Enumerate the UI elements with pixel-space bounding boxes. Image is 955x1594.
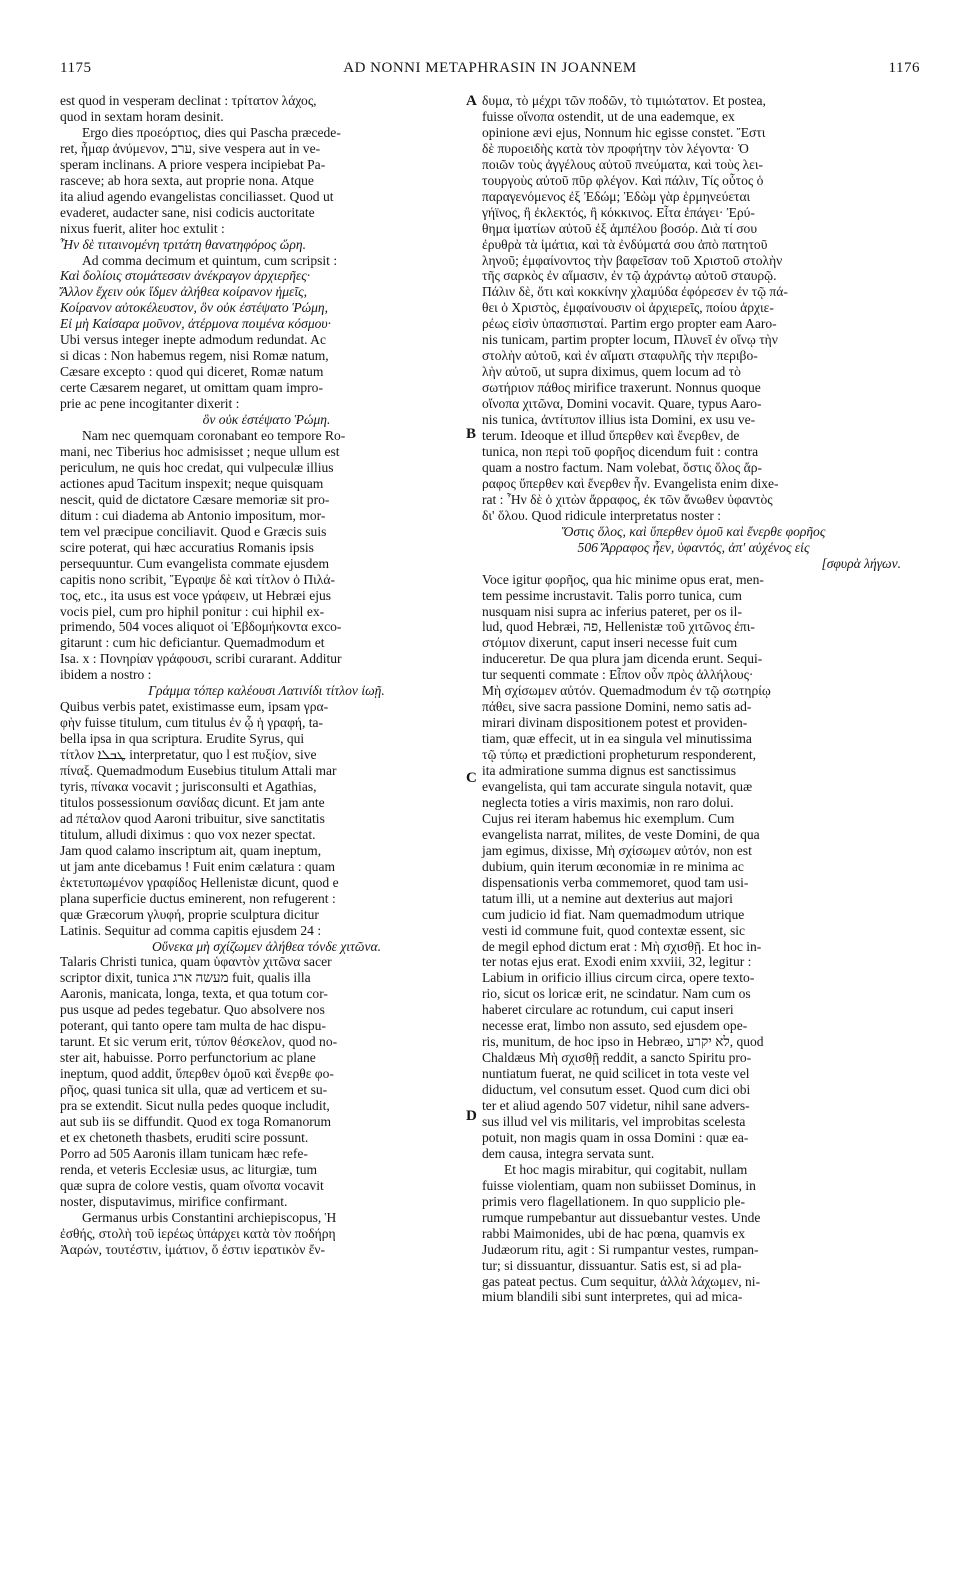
text-line: nis tunica, ἀντίτυπον illius ista Domini, ex usu ve- [482,412,756,428]
verse-line: Ἄλλον ἔχειν οὐκ ἴδμεν ἀλήθεα κοίρανον ἡμεῖς, [60,284,307,300]
text-line: evaderet, audacter sane, nisi codicis auctoritate [60,204,315,220]
text-line: prie ac pene incogitanter dixerit : [60,396,240,412]
text-line: οἴνοπα χιτῶνα, Domini vocavit. Quare, typus Aaro- [482,396,762,412]
text-line: renda, et veteris Ecclesiæ usus, ac liturgiæ, tum [60,1161,318,1177]
text-line: nuntiatum fuerat, ne quid scilicet in tota veste vel [482,1066,750,1082]
text-line: ut jam ante dicebamus ! Fuit enim cælatura : quam [60,858,336,874]
running-title: AD NONNI METAPHRASIN IN JOANNEM [343,60,637,76]
text-line: mium blandili sibi sunt interpretes, qui ad mica- [482,1289,743,1305]
verse-line: ὃν οὐκ ἐστέψατο Ῥώμη. [202,412,331,428]
text-line: tem pessime incrustavit. Talis porro tunica, cum [482,587,742,603]
text-line: δι' ὅλου. Quod ridicule interpretatus noster : [482,507,722,523]
text-line: tem vel præcipue conciliavit. Quod e Græcis suis [60,523,327,539]
text-line: scriptor dixit, tunica מעשה ארג fuit, qualis illa [60,970,311,986]
text-line: haberet circulare ac rotundum, cui caput inseri [482,1002,734,1018]
text-line: ster ait, habuisse. Porro perfunctorium ac plane [60,1050,316,1066]
text-line: ita admiratione summa dignus est sanctissimus [482,763,736,779]
text-line: Porro ad 505 Aaronis illam tunicam hæc refe- [60,1145,308,1161]
text-line: Latinis. Sequitur ad comma capitis ejusdem 24 : [60,922,322,938]
text-line: tur sequenti commate : Εἶπον οὖν πρὸς ἀλλήλους· [482,667,754,683]
text-line: πάθει, sive sacra passione Domini, nemo satis ad- [482,699,752,715]
text-line: rabbi Maimonides, ubi de hac pœna, quamvis ex [482,1225,745,1241]
text-line: ποιῶν τοὺς ἀγγέλους αὐτοῦ πνεύματα, καὶ τοὺς λει- [482,156,763,172]
text-line: diductum, vel consutum esset. Quod cum dici obi [482,1082,751,1098]
text-line: tyris, πίνακα vocavit ; jurisconsulti et Agathias, [60,778,317,794]
text-line: pra se extendit. Sicut nulla pedes quoque includit, [60,1098,330,1114]
text-line: rio, sicut os loricæ erit, ne scindatur. Nam cum os [482,986,751,1002]
text-line: titulos possessionum σανίδας dicunt. Et jam ante [60,794,325,810]
text-line: Isa. x : Πονηρίαν γράφουσι, scribi curarant. Additur [60,651,342,667]
text-line: quæ supra de colore vestis, quam οἴνοπα vocavit [60,1177,324,1193]
text-line: necesse erat, limbo non assuto, sed ejusdem ope- [482,1018,748,1034]
text-line: gitarunt : cum hic deficiantur. Quemadmodum et [60,635,325,651]
text-line: dubium, quin iterum œconomiæ in re minima ac [482,858,744,874]
text-line: Germanus urbis Constantini archiepiscopus, Ἡ [82,1209,337,1225]
text-line: bella ipsa in qua scriptura. Erudite Syrus, qui [60,731,305,747]
text-line: nis tunicam, partim propter locum, Πλυνεῖ ἐν οἴνῳ τὴν [482,332,778,348]
text-line: dispensationis verba commemoret, quod tam usi- [482,874,749,890]
text-line: neglecta toties a viris maximis, non raro dolui. [482,794,734,810]
verse-line: Οὕνεκα μὴ σχίζωμεν ἀλήθεα τόνδε χιτῶνα. [152,938,381,954]
text-line: jam egimus, dixisse, Μὴ σχίσωμεν αὐτόν, non est [482,842,752,858]
text-line: Ubi versus integer inepte admodum redundat. Ac [60,332,326,348]
text-line: ρῆος, quasi tunica sit ulla, quæ ad verticem et su- [60,1082,328,1098]
verse-line: [σφυρὰ λήγων. [821,555,901,571]
text-line: terum. Ideoque et illud ὕπερθεν καὶ ἔνερθεν, de [482,428,740,444]
margin-letter-d: D [466,1108,477,1124]
verse-line: Κοίρανον αὐτοκέλευστον, ὃν οὐκ ἐστέψατο Ῥώμη, [60,300,329,316]
text-line: nusquam nisi supra ac inferius pateret, per os il- [482,603,742,619]
text-line: Μὴ σχίσωμεν αὐτόν. Quemadmodum ἐν τῷ σωτηρίῳ [482,683,771,699]
text-line: δυμα, τὸ μέχρι τῶν ποδῶν, τὸ τιμιώτατον. Et postea, [482,93,766,108]
text-line: certe Cæsarem negaret, ut omittam quam impro- [60,380,323,396]
text-line: τῷ τύπῳ et prædictioni propheturum responderent, [482,747,757,763]
verse-line: Ἦν δὲ τιταινομένη τριτάτη θανατηφόρος ὥρη. [60,236,306,252]
text-line: persequuntur. Cum evangelista commate ejusdem [60,555,329,571]
text-line: ret, ἦμαρ ἀνύμενον, ערב, sive vespera aut in ve- [60,140,321,156]
text-line: ditum : cui diadema ab Antonio impositum, mor- [60,507,326,523]
text-line: ibidem a nostro : [60,667,152,683]
text-line: σωτήριον πάθος mirifice traxerunt. Nonnus quoque [482,380,761,396]
text-line: vesti id commune fuit, quod contextæ essent, sic [482,922,745,938]
text-line: de megil ephod dictum erat : Μὴ σχισθῇ. Et hoc in- [482,938,762,954]
text-line: ἐρυθρὰ τὰ ἱμάτια, καὶ τὰ ἐνδύματά σου ἀπὸ πατητοῦ [482,236,768,252]
text-line: ter notas ejus erat. Exodi enim xxviii, 32, legitur : [482,954,752,970]
verse-line: Εἰ μὴ Καίσαρα μοῦνον, ἀτέρμονα ποιμένα κόσμου· [60,316,331,332]
text-line: ἐκτετυπωμένον γραφίδος Hellenistæ dicunt, quod e [60,874,339,890]
text-line: Cujus rei iteram habemus hic exemplum. Cum [482,810,735,826]
text-line: nixus fuerit, aliter hoc extulit : [60,220,225,236]
text-line: ter et aliud agendo 507 videtur, nihil sane advers- [482,1098,750,1114]
text-line: γήϊνος, ἢ ἐκλεκτός, ἢ κόκκινος. Εἶτα ἐπάγει· Ἐρύ- [482,204,755,220]
text-line: speram inclinans. A priore vespera incipiebat Pa- [60,156,326,172]
text-line: Chaldæus Μὴ σχισθῇ reddit, a sancto Spiritu pro- [482,1050,752,1066]
page-number-left: 1175 [60,60,92,76]
text-line: ραφος ὕπερθεν καὶ ἔνερθεν ἦν. Evangelista enim dixe- [482,475,779,491]
text-line: ρέως εἰσὶν ὑπασπισταί. Partim ergo propter eam Aaro- [482,316,777,332]
text-line: lud, quod Hebræi, פה, Hellenistæ τοῦ χιτῶνος ἐπι- [482,619,755,635]
text-line: Talaris Christi tunica, quam ὑφαντὸν χιτῶνα sacer [60,954,332,970]
text-line: Cæsare excepto : quod qui diceret, Romæ natum [60,364,324,380]
text-line: mirari divinam dispositionem potest et providen- [482,715,748,731]
text-line: rasceve; ab hora sexta, aut proprie nona. Atque [60,172,314,188]
text-line: Et hoc magis mirabitur, qui cogitabit, nullam [504,1161,748,1177]
text-line: fuisse violentiam, quam non subiisset Dominus, in [482,1177,756,1193]
text-line: τίτλον ܛܒܠܐ interpretatur, quo l est πυξίον, sive [60,747,317,763]
text-line: φὴν fuisse titulum, cum titulus ἐν ᾧ ἡ γραφή, ta- [60,715,324,731]
text-line: Ἀαρών, τουτέστιν, ἱμάτιον, ὅ ἐστιν ἱερατικὸν ἔν- [60,1241,326,1257]
text-line: ita aliud agendo evangelistas conciliasset. Quod ut [60,188,334,204]
text-line: noster, disputavimus, mirifice confirmant. [60,1193,288,1209]
text-line: tarunt. Et sic verum erit, τύπον θέσκελον, quod no- [60,1034,338,1050]
text-line: Labium in orificio illius circum circa, opere texto- [482,970,755,986]
text-line: παραγενόμενος ἐξ Ἐδώμ; Ἐδὼμ γὰρ ἑρμηνεύεται [482,188,751,204]
text-line: primendo, 504 voces aliquot οἱ Ἑβδομήκοντα exco- [60,619,342,635]
text-line: Judæorum ritu, agit : Si rumpantur vestes, rumpan- [482,1241,759,1257]
text-line: periculum, ne quis hoc credat, qui vulpeculæ illius [60,459,334,475]
text-line: Quibus verbis patet, existimasse eum, ipsam γρα- [60,699,329,715]
margin-letter-a: A [466,93,477,109]
text-line: est quod in vesperam declinat : τρίτατον λάχος, [60,93,317,108]
text-line: Jam quod calamo inscriptum ait, quam ineptum, [60,842,322,858]
right-column [482,93,905,1305]
text-line: nescit, quid de dictatore Cæsare memoriæ sit pro- [60,491,330,507]
text-line: evangelista narrat, milites, de veste Domini, de qua [482,826,760,842]
text-line: quod in sextam horam desinit. [60,108,224,124]
text-line: tiam, quæ effecit, ut in ea singula vel minutissima [482,731,752,747]
text-line: Aaronis, manicata, longa, texta, et qua totum cor- [60,986,328,1002]
text-line: στολὴν αὐτοῦ, καὶ ἐν αἵματι σταφυλῆς τὴν περιβο- [482,348,758,364]
text-line: στόμιον dixerunt, caput inseri necesse fuit cum [482,635,738,651]
text-line: fuisse οἴνοπα ostendit, ut de una eademque, ex [482,108,735,124]
text-line: τῆς σαρκὸς ἐν αἵμασιν, ἐν τῷ ἀχράντῳ αὐτοῦ σταυρῷ. [482,268,777,284]
text-line: poterant, qui tanto opere tam multa de hac dispu- [60,1018,326,1034]
text-line: πίναξ. Quemadmodum Eusebius titulum Attali mar [60,763,337,779]
text-line: tur; si dissuantur, dissuantur. Satis est, si ad pla- [482,1257,742,1273]
page-number-right: 1176 [888,60,920,76]
text-line: ἐσθής, στολὴ τοῦ ἱερέως ὑπάρχει κατὰ τὸν ποδήρη [60,1225,336,1241]
text-line: tunica, non περὶ τοῦ φορῆος dicendum fuit : contra [482,443,759,459]
text-line: cum judicio id fiat. Nam quemadmodum utrique [482,906,745,922]
margin-letter-c: C [466,770,477,786]
text-line: ad πέταλον quod Aaroni tribuitur, sive sanctitatis [60,810,325,826]
text-line: opinione ævi ejus, Nonnum hic egisse constet. Ἔστι [482,124,766,140]
text-line: vocis piel, cum pro hiphil ponitur : cui hiphil ex- [60,603,325,619]
text-line: rat : Ἦν δὲ ὁ χιτὼν ἄρραφος, ἐκ τῶν ἄνωθεν ὑφαντὸς [482,491,773,507]
running-header [60,60,920,82]
verse-line: Καὶ δολίοις στομάτεσσιν ἀνέκραγον ἀρχιερῆες· [60,268,311,284]
text-line: Πάλιν δὲ, ὅτι καὶ κοκκίνην χλαμύδα ἐφόρεσεν ἐν τῷ πά- [482,284,788,300]
text-line: titulum, alludi diximus : quo vox nezer spectat. [60,826,316,842]
text-line: λὴν αὐτοῦ, ut supra diximus, quem locum ad τὸ [482,364,741,380]
text-line: mani, nec Tiberius hoc admisisset ; neque ullum est [60,443,340,459]
text-line: rumque rumpebantur aut dissuebantur vestes. Unde [482,1209,761,1225]
left-column [60,93,473,1258]
text-line: si dicas : Non habemus regem, nisi Romæ natum, [60,348,329,364]
verse-line: Ὅστις ὅλος, καὶ ὕπερθεν ὁμοῦ καὶ ἔνερθε φορῆος [561,523,826,539]
text-line: δὲ πυροειδὴς κατὰ τὸν προφήτην τὸν λέγοντα· Ὁ [482,140,749,156]
text-line: Ergo dies προεόρτιος, dies qui Pascha præcede- [82,124,341,140]
text-line: et ex chetoneth thasbets, eruditi scire possunt. [60,1129,309,1145]
text-line: quam a nostro factum. Nam volebat, ὅστις ὅλος ἄρ- [482,459,763,475]
text-line: dem causa, integra servata sunt. [482,1145,655,1161]
text-line: θημα ἱματίων αὐτοῦ ἐξ ἀμπέλου βοσόρ. Διὰ τί σου [482,220,758,236]
text-line: potuit, non magis quam in ossa Domini : quæ ea- [482,1129,749,1145]
text-line: ληνοῦ; ἐμφαίνοντος τὴν βαφεῖσαν τοῦ Χριστοῦ στολὴν [482,252,783,268]
text-line: evangelista, qui tam accurate singula notavit, quæ [482,778,753,794]
text-line: ris, munitum, de hoc ipso in Hebræo, לא יקרע, quod [482,1034,764,1050]
text-line: actiones apud Tacitum inspexit; neque quisquam [60,475,324,491]
text-line: θει ὁ Χριστὸς, ἐμφαίνουσιν οἱ ἀρχιερεῖς, ποίου ἀρχιε- [482,300,774,316]
text-line: scire poterat, qui hæc accuratius Romanis ipsis [60,539,314,555]
text-line: gas pateat pectus. Cum sequitur, ἀλλὰ λάχωμεν, ni- [482,1273,761,1289]
text-line: ineptum, quod addit, ὕπερθεν ὁμοῦ καὶ ἔνερθε φο- [60,1066,334,1082]
text-line: τος, etc., ita usus est voce γράφειν, ut Hebræi ejus [60,587,332,603]
text-line: tatum illi, ut a nemine aut dexterius aut majori [482,890,733,906]
text-line: quæ Græcorum γλυφή, proprie sculptura dicitur [60,906,319,922]
text-line: Voce igitur φορῆος, qua hic minime opus erat, men- [482,571,764,587]
text-line: capitis nono scribit, Ἔγραψε δὲ καὶ τίτλον ὁ Πιλά- [60,571,335,587]
verse-line: Γράμμα τόπερ καλέουσι Λατινίδι τίτλον ἰωῇ. [148,683,385,699]
text-line: induceretur. De qua plura jam dicenda erunt. Sequi- [482,651,763,667]
margin-letter-b: B [466,426,477,442]
text-line: τουργοὺς αὐτοῦ πῦρ φλέγον. Καὶ πάλιν, Τίς οὗτος ὁ [482,172,764,188]
text-line: sus illud vel vis militaris, vel improbitas scelesta [482,1114,746,1129]
text-line: primis vero flagellationem. In quo supplicio ple- [482,1193,745,1209]
text-line: Ad comma decimum et quintum, cum scripsit : [82,252,338,268]
text-line: pus usque ad pedes tegebatur. Quo absolvere nos [60,1002,325,1018]
verse-line: 506 Ἄρραφος ἦεν, ὑφαντός, ἀπ' αὐχένος εἰς [577,539,810,555]
text-line: Nam nec quemquam coronabant eo tempore Ro- [82,428,346,444]
text-line: plana superficie ductus eminerent, non refugerent : [60,890,336,906]
text-line: aut sub iis se diffundit. Quod ex toga Romanorum [60,1114,332,1129]
